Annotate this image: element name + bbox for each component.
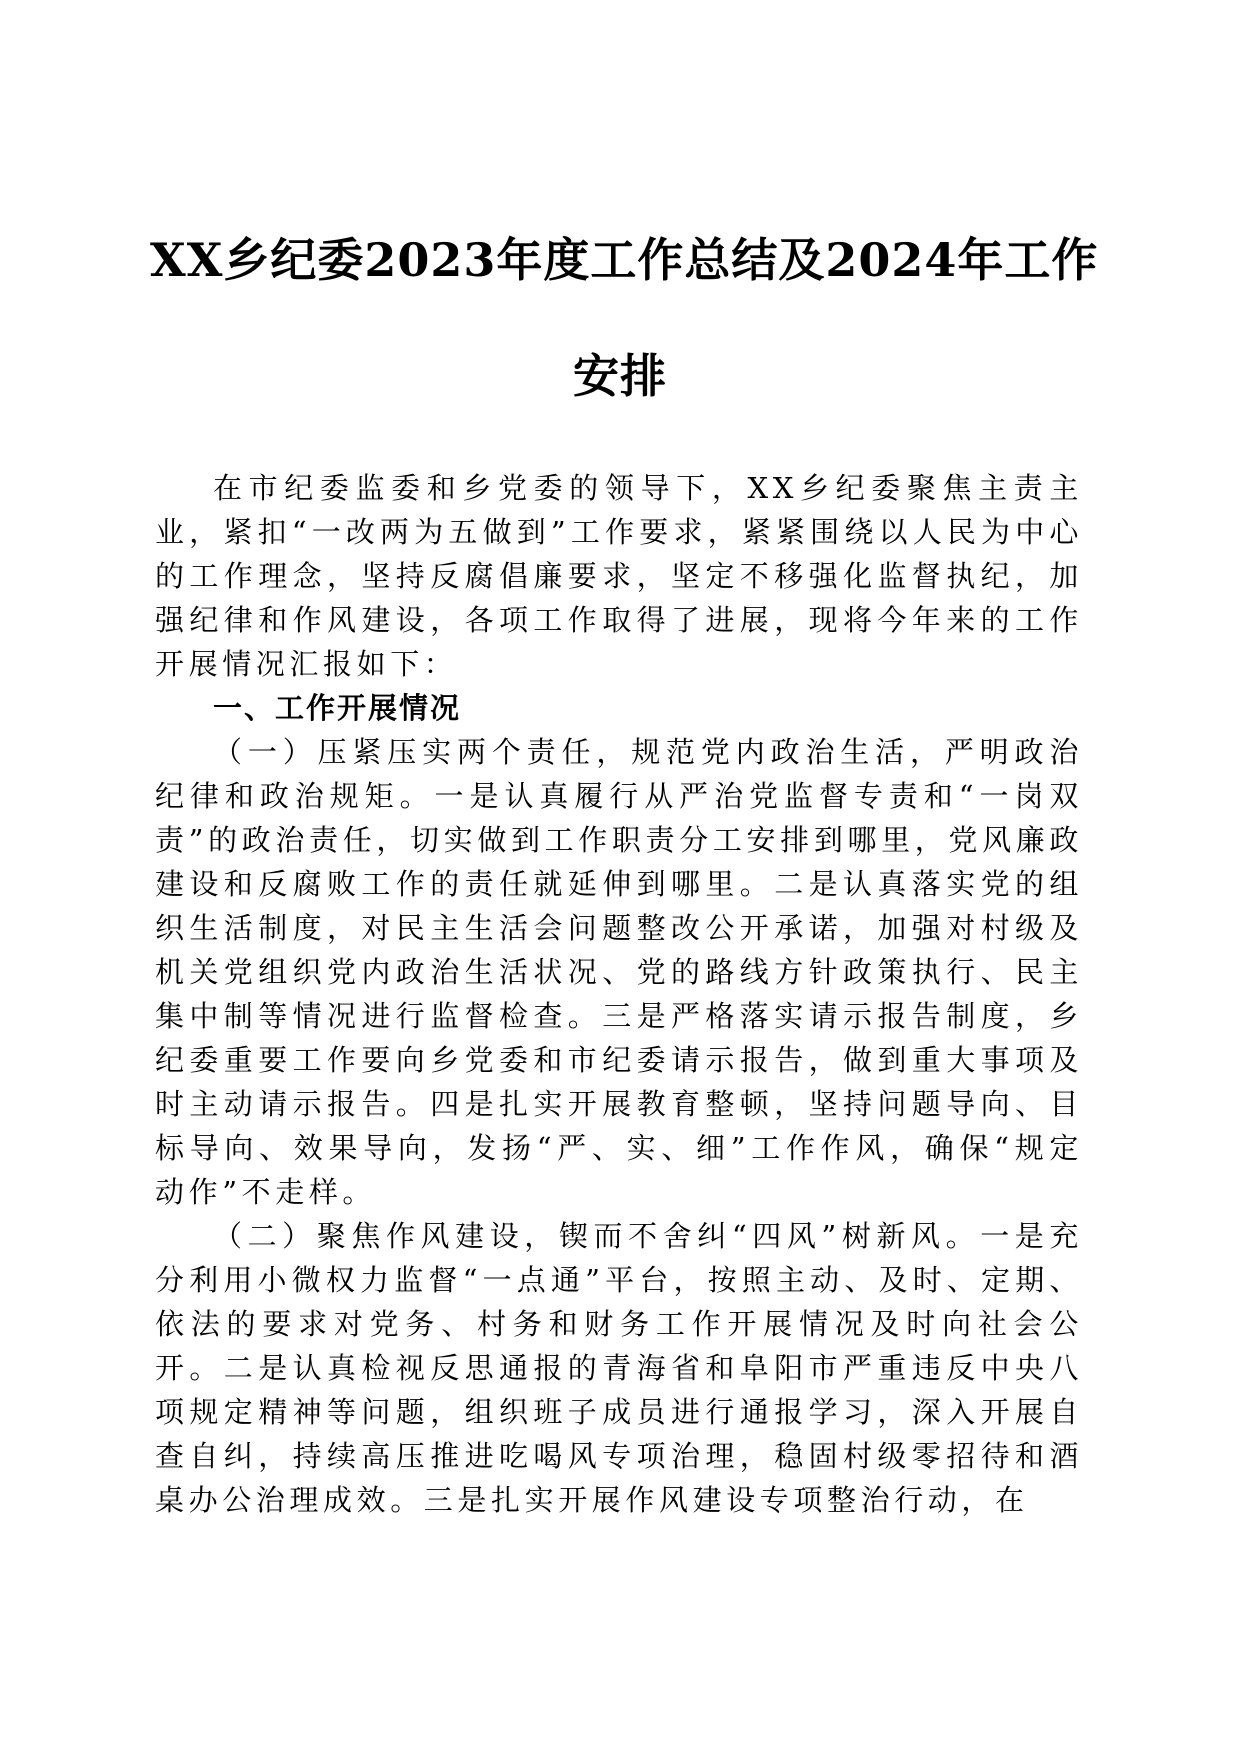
intro-paragraph: 在市纪委监委和乡党委的领导下，XX乡纪委聚焦主责主业，紧扣“一改两为五做到”工作要求，紧紧围绕以人民为中心的工作理念，坚持反腐倡廉要求，坚定不移强化监督执纪，加强纪律和作风建设，各项工作取得了进展，现将今年来的工作开展情况汇报如下： — [155, 471, 1083, 681]
document-title-line-1: XX乡纪委2023年度工作总结及2024年工作 — [150, 233, 1099, 287]
document-title-line-2: 安排 — [573, 349, 667, 403]
paragraph-work-style: （二）聚焦作风建设，锲而不舍纠“四风”树新风。一是充分利用小微权力监督“一点通”平台，按照主动、及时、定期、依法的要求对党务、村务和财务工作开展情况及时向社会公开。二是认真检视反思通报的青海省和阜阳市严重违反中央八项规定精神等问题，组织班子成员进行通报学习，深入开展自查自纠，持续高压推进吃喝风专项治理，稳固村级零招待和酒桌办公治理成效。三是扎实开展作风建设专项整治行动，在 — [155, 1219, 1083, 1517]
paragraph-responsibility: （一）压紧压实两个责任，规范党内政治生活，严明政治纪律和政治规矩。一是认真履行从严治党监督专责和“一岗双责”的政治责任，切实做到工作职责分工安排到哪里，党风廉政建设和反腐败工作的责任就延伸到哪里。二是认真落实党的组织生活制度，对民主生活会问题整改公开承诺，加强对村级及机关党组织党内政治生活状况、党的路线方针政策执行、民主集中制等情况进行监督检查。三是严格落实请示报告制度，乡纪委重要工作要向乡党委和市纪委请示报告，做到重大事项及时主动请示报告。四是扎实开展教育整顿，坚持问题导向、目标导向、效果导向，发扬“严、实、细”工作作风，确保“规定动作”不走样。 — [155, 735, 1083, 1209]
document-body — [155, 466, 1083, 1522]
section-heading-work-progress: 一、工作开展情况 — [213, 691, 462, 725]
